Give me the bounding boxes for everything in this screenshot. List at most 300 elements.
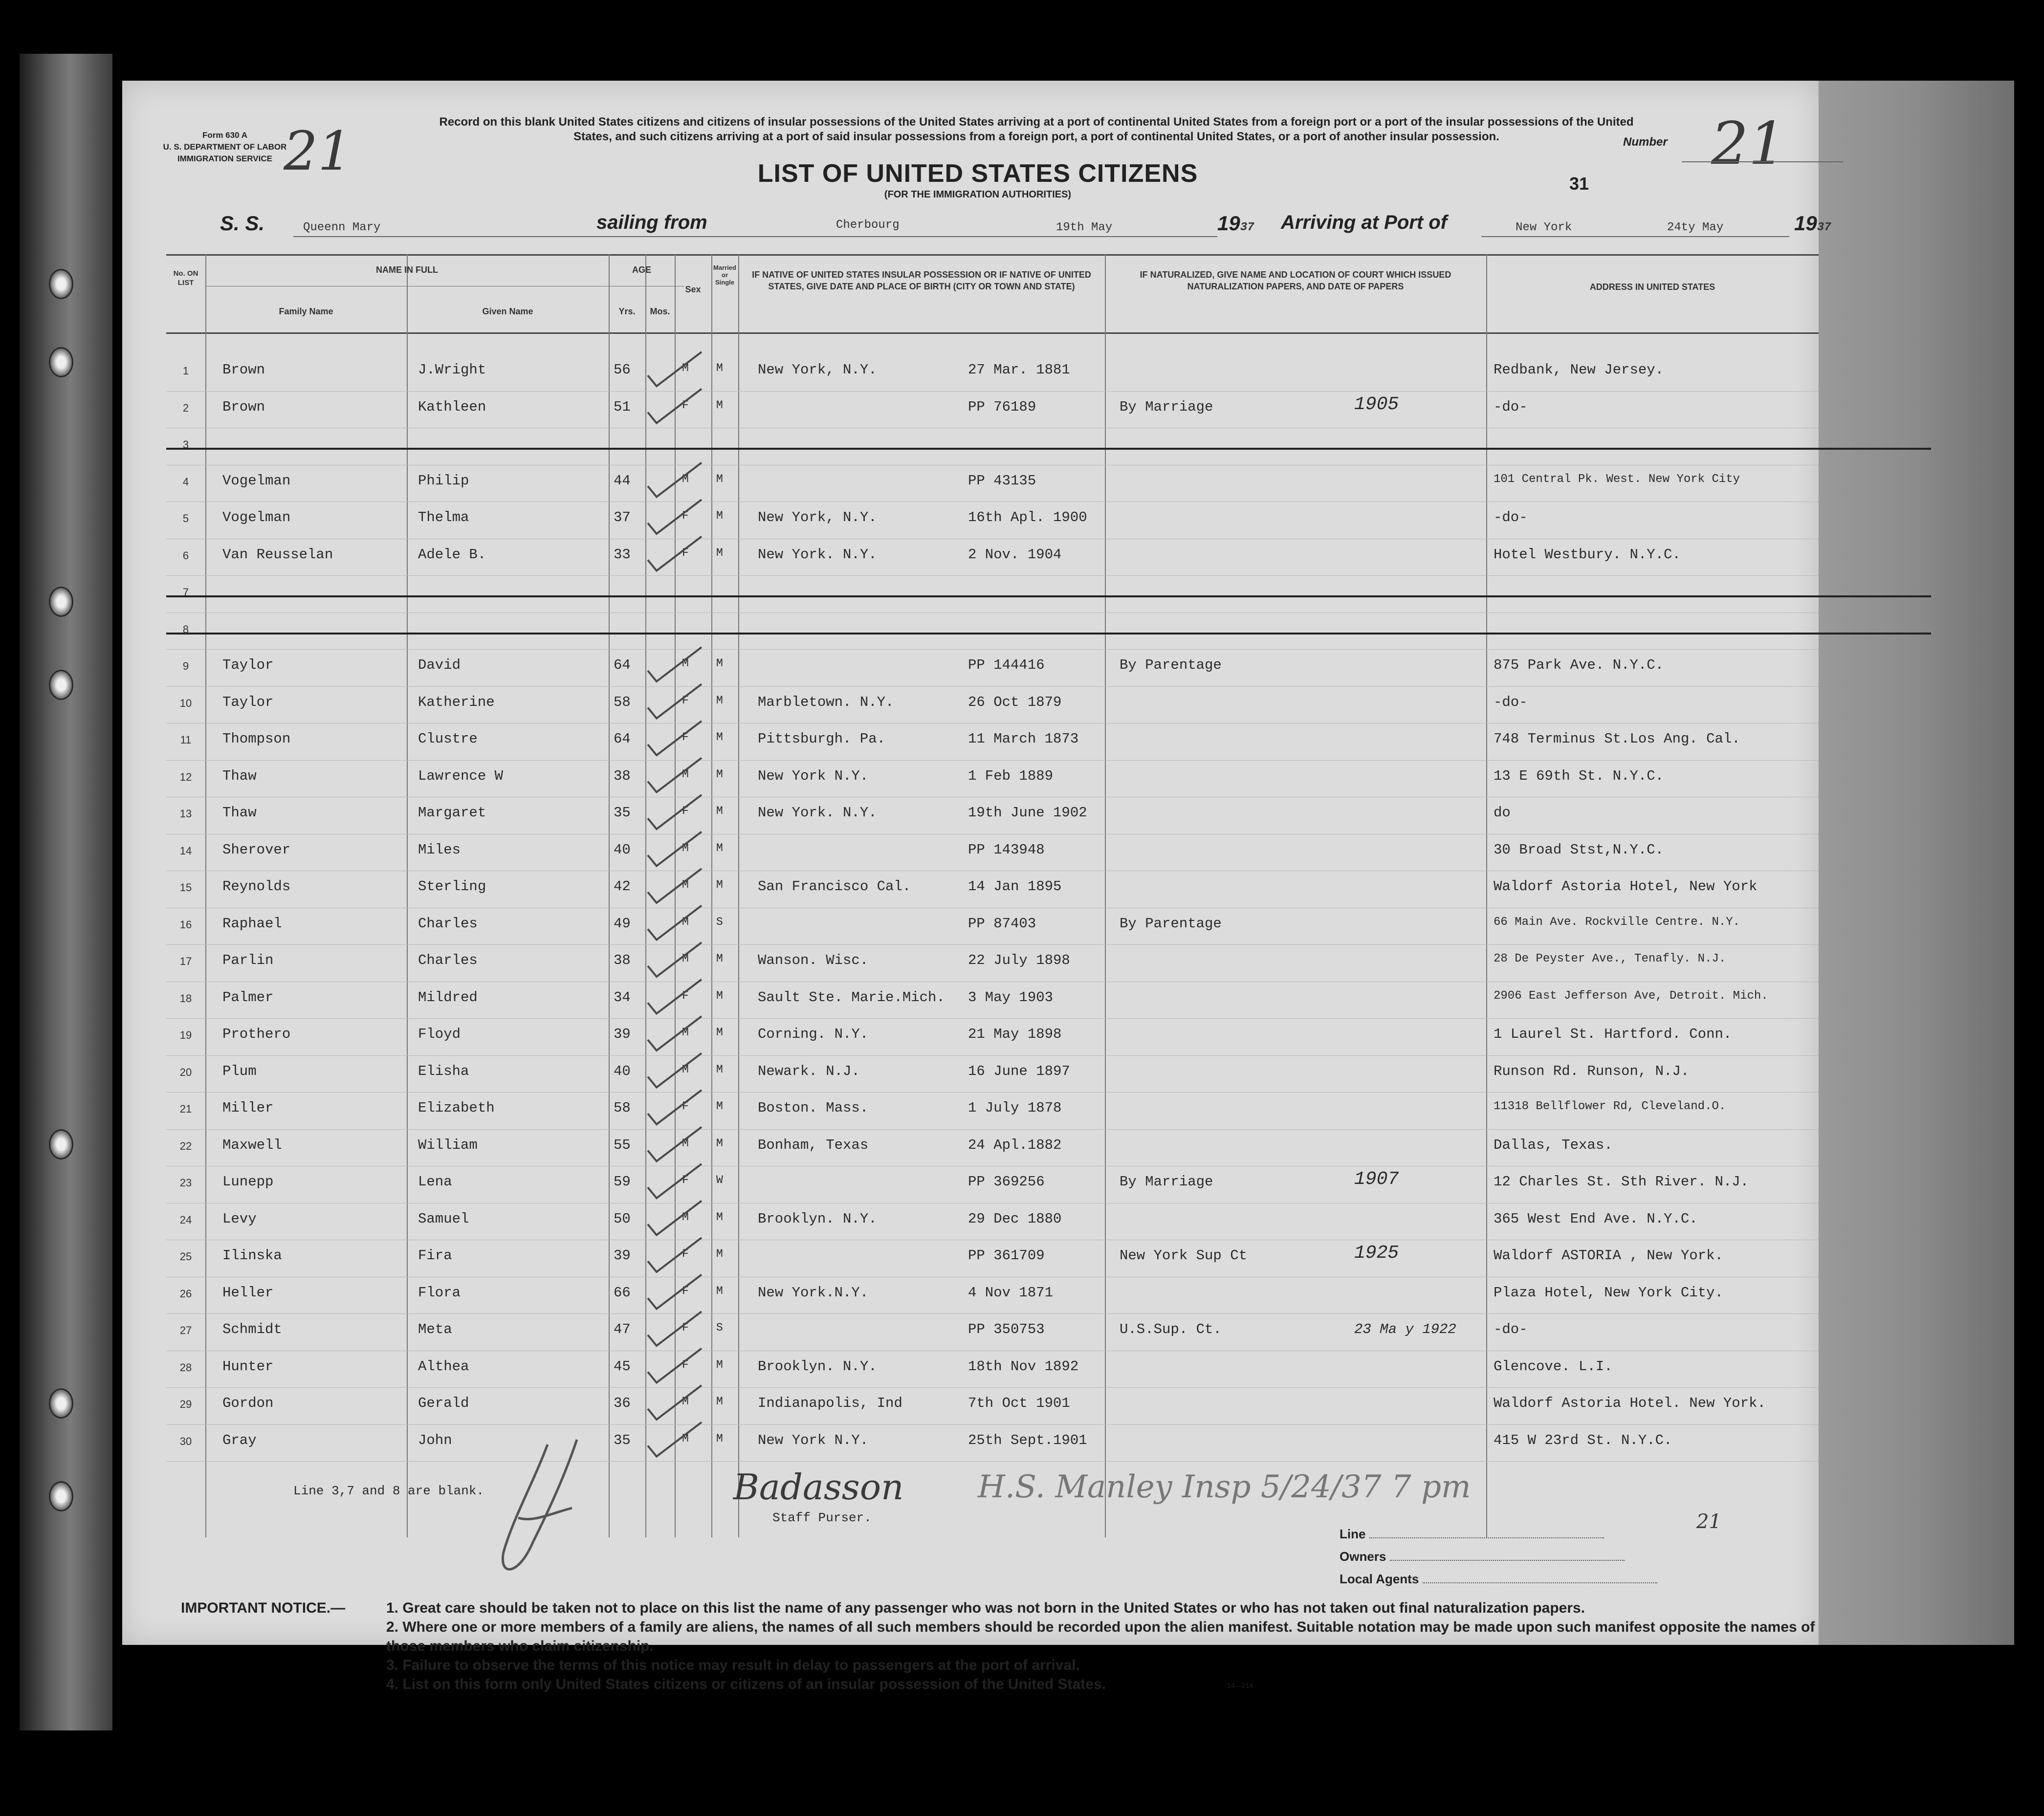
cell-address: -do-: [1494, 694, 1528, 710]
cell-age: 58: [614, 1100, 631, 1116]
cell-given: William: [418, 1137, 478, 1153]
cell-date: 1 July 1878: [968, 1100, 1062, 1116]
cell-age: 50: [614, 1210, 631, 1227]
sailing-underline: [709, 236, 1217, 237]
cell-date: 29 Dec 1880: [968, 1210, 1062, 1227]
cell-place: New York, N.Y.: [758, 509, 877, 525]
cell-address: Waldorf ASTORIA , New York.: [1494, 1247, 1723, 1264]
cell-given: Katherine: [418, 694, 495, 710]
cell-ms: M: [716, 952, 723, 965]
cell-date: 14 Jan 1895: [968, 878, 1062, 895]
cell-age: 64: [614, 731, 631, 747]
cell-date: 19th June 1902: [968, 805, 1087, 821]
cell-given: Lawrence W: [418, 767, 504, 784]
cell-age: 33: [614, 546, 631, 563]
check-mark: [648, 1312, 702, 1346]
cell-no: 13: [179, 808, 192, 820]
departure-year: [1217, 212, 1254, 235]
punch-hole: [49, 1129, 73, 1160]
cell-ms: M: [716, 362, 723, 374]
cell-no: 22: [179, 1139, 192, 1152]
cell-sex: F: [682, 1321, 689, 1334]
cell-no: 8: [182, 623, 189, 635]
cell-no: 23: [179, 1177, 192, 1189]
cell-age: 39: [614, 1026, 631, 1042]
cell-family: Thaw: [222, 805, 257, 821]
cell-nat-date: 23 Ma y 1922: [1354, 1321, 1456, 1337]
notice-item: 1. Great care should be taken not to place on this list the name of any passenger who was not born in the United States or who has not taken out final naturalization papers.: [386, 1600, 1585, 1616]
inspector-annotation: H.S. Manley Insp 5/24/37 7 pm: [978, 1469, 1471, 1505]
cell-place: Indianapolis, Ind: [758, 1395, 902, 1411]
cell-given: Charles: [418, 915, 478, 932]
cell-place: Sault Ste. Marie.Mich.: [758, 989, 945, 1006]
cell-address: do: [1494, 805, 1511, 821]
cell-given: Flora: [418, 1284, 461, 1301]
cell-place: San Francisco Cal.: [758, 878, 911, 895]
notice-list: [386, 1598, 1819, 1694]
cell-given: Clustre: [418, 731, 478, 747]
cell-date: 3 May 1903: [968, 989, 1054, 1006]
cell-date: 27 Mar. 1881: [968, 362, 1070, 378]
cell-family: Lunepp: [222, 1174, 274, 1190]
arrival-year-value: 37: [1817, 221, 1831, 234]
notice-item: 4. List on this form only United States citizens or citizens of an insular possession of the United States.: [386, 1676, 1106, 1692]
ship-name: Queenn Mary: [303, 221, 381, 234]
punch-hole: [49, 1481, 73, 1511]
cell-no: 6: [182, 549, 189, 562]
cell-sex: F: [682, 509, 689, 522]
cell-age: 66: [614, 1284, 631, 1301]
cell-date: PP 350753: [968, 1321, 1045, 1337]
cell-address: 11318 Bellflower Rd, Cleveland.O.: [1494, 1100, 1726, 1113]
cell-sex: F: [682, 694, 689, 707]
cell-date: 22 July 1898: [968, 952, 1070, 968]
cell-given: John: [418, 1432, 452, 1448]
notice-item: 2. Where one or more members of a family are aliens, the names of all such members should be recorded upon the alien manifest. Suitable notation may be made upon such manifest opposite the names of those members who claim citizenship.: [386, 1619, 1815, 1654]
cell-no: 11: [180, 734, 192, 746]
cell-ms: M: [716, 878, 723, 891]
check-mark: [648, 1422, 702, 1457]
ship-underline: [293, 236, 709, 237]
header-no-on-list: No. ON LIST: [173, 269, 198, 287]
department-name: U. S. DEPARTMENT OF LABOR: [163, 142, 287, 152]
book-spine: [1819, 81, 2014, 1645]
cell-family: Taylor: [222, 657, 274, 673]
cell-no: 4: [182, 475, 189, 488]
departure-year-prefix: 19: [1217, 212, 1240, 235]
cell-sex: F: [682, 1247, 689, 1260]
punch-hole: [49, 670, 73, 700]
cell-no: 3: [182, 438, 189, 451]
cell-place: New York. N.Y.: [758, 546, 877, 563]
agents-block: [1340, 1523, 1657, 1590]
cell-family: Plum: [222, 1063, 257, 1079]
sailing-from-label: sailing from: [596, 212, 707, 233]
punch-hole: [49, 347, 73, 377]
cell-age: 45: [614, 1358, 631, 1375]
cell-family: Brown: [222, 362, 265, 378]
cell-given: Elisha: [418, 1063, 469, 1079]
cell-age: 37: [614, 509, 631, 525]
print-code: 14—214: [1227, 1682, 1253, 1689]
cell-age: 42: [614, 878, 631, 895]
page-subtitle: (FOR THE IMMIGRATION AUTHORITIES): [884, 189, 1072, 200]
cell-family: Thaw: [222, 767, 257, 784]
check-mark: [648, 463, 702, 497]
line-label: Line: [1340, 1527, 1366, 1541]
page-title: LIST OF UNITED STATES CITIZENS: [757, 159, 1198, 188]
cell-place: Marbletown. N.Y.: [758, 694, 894, 710]
cell-ms: M: [716, 989, 723, 1002]
cell-no: 10: [179, 697, 192, 709]
cell-given: Floyd: [418, 1026, 461, 1042]
cell-date: 26 Oct 1879: [968, 694, 1062, 710]
check-mark: [648, 1016, 702, 1050]
cell-ms: M: [716, 509, 723, 522]
cell-address: 66 Main Ave. Rockville Centre. N.Y.: [1494, 915, 1740, 929]
cell-ms: M: [716, 1210, 723, 1224]
check-mark: [648, 500, 702, 534]
cell-sex: F: [682, 805, 689, 817]
form-instructions: Record on this blank United States citizens and citizens of insular possessions of the United States arriving at a port of continental United States from a foreign port or a port of the insular possessions of the United States, and such citizens arriving at a port of said insular possessions from a foreign port, a port of continental United States, or a port of another insular possession.: [439, 115, 1634, 143]
header-naturalized: IF NATURALIZED, GIVE NAME AND LOCATION OF COURT WHICH ISSUED NATURALIZATION PAPERS, AND DATE OF PAPERS: [1140, 270, 1451, 291]
cell-ms: M: [716, 1137, 723, 1150]
cell-no: 17: [179, 955, 192, 967]
check-mark: [648, 537, 702, 571]
cell-sex: M: [682, 1026, 689, 1039]
cell-ms: M: [716, 1358, 723, 1371]
check-mark: [648, 352, 702, 386]
cell-sex: M: [682, 362, 689, 374]
cell-given: Althea: [418, 1358, 469, 1375]
cell-sex: M: [682, 1063, 689, 1076]
cell-age: 47: [614, 1321, 631, 1337]
cell-family: Miller: [222, 1100, 274, 1116]
cell-family: Gray: [222, 1432, 257, 1448]
cell-sex: M: [682, 1432, 689, 1445]
cell-place: New York N.Y.: [758, 767, 869, 784]
cell-age: 49: [614, 915, 631, 932]
cell-given: Lena: [418, 1174, 452, 1190]
cell-nat-date: 1905: [1354, 394, 1399, 415]
departure-date: 19th May: [1056, 221, 1113, 234]
header-address: ADDRESS IN UNITED STATES: [1589, 282, 1715, 292]
cell-age: 58: [614, 694, 631, 710]
cell-no: 28: [179, 1361, 192, 1374]
header-name-in-full: NAME IN FULL: [376, 265, 438, 275]
header-given-name: Given Name: [482, 306, 533, 316]
cell-date: PP 144416: [968, 657, 1045, 673]
cell-family: Maxwell: [222, 1137, 282, 1153]
cell-age: 51: [614, 398, 631, 415]
cell-sex: F: [682, 398, 689, 412]
cell-date: 16 June 1897: [968, 1063, 1070, 1079]
cell-ms: M: [716, 1247, 723, 1260]
cell-family: Ilinska: [222, 1247, 282, 1264]
cell-address: 748 Terminus St.Los Ang. Cal.: [1494, 731, 1740, 747]
cell-address: 13 E 69th St. N.Y.C.: [1494, 767, 1664, 784]
cell-given: Adele B.: [418, 546, 486, 563]
cell-family: Gordon: [222, 1395, 274, 1411]
service-name: IMMIGRATION SERVICE: [177, 154, 272, 163]
cell-no: 20: [179, 1066, 192, 1078]
cell-family: Palmer: [222, 989, 274, 1006]
form-number: Form 630 A: [202, 131, 247, 140]
cell-no: 26: [179, 1287, 192, 1300]
cell-nat: By Parentage: [1120, 915, 1222, 932]
cell-date: 4 Nov 1871: [968, 1284, 1054, 1301]
cell-sex: M: [682, 878, 689, 891]
cell-date: 11 March 1873: [968, 731, 1079, 747]
cell-age: 34: [614, 989, 631, 1006]
cell-sex: F: [682, 1358, 689, 1371]
voyage-line: [220, 212, 264, 235]
cell-age: 59: [614, 1174, 631, 1190]
cell-sex: F: [682, 1100, 689, 1113]
cell-address: Redbank, New Jersey.: [1494, 362, 1664, 378]
page-mark: 21: [1696, 1510, 1721, 1533]
cell-address: Runson Rd. Runson, N.J.: [1494, 1063, 1690, 1079]
cell-nat: By Marriage: [1120, 1174, 1213, 1190]
cell-sex: F: [682, 989, 689, 1002]
important-notice: [181, 1598, 1819, 1694]
cell-no: 29: [179, 1398, 192, 1410]
cell-given: Gerald: [418, 1395, 469, 1411]
cell-place: Wanson. Wisc.: [758, 952, 869, 968]
purser-signature: Badasson: [733, 1466, 904, 1508]
check-mark: [648, 758, 702, 792]
check-mark: [648, 684, 702, 719]
cell-given: Mildred: [418, 989, 478, 1006]
header-sex: Sex: [685, 284, 701, 294]
cell-given: Samuel: [418, 1210, 469, 1227]
cell-date: PP 361709: [968, 1247, 1045, 1264]
cell-family: Van Reusselan: [222, 546, 333, 563]
cell-no: 12: [179, 770, 192, 783]
arrival-port: New York: [1516, 221, 1572, 234]
cell-ms: W: [716, 1174, 723, 1186]
cell-ms: M: [716, 841, 723, 854]
cell-ms: M: [716, 731, 723, 744]
cell-no: 30: [179, 1435, 192, 1447]
arrival-year-prefix: 19: [1794, 212, 1817, 235]
cell-place: Pittsburgh. Pa.: [758, 731, 886, 747]
header-birth: IF NATIVE OF UNITED STATES INSULAR POSSESSION OR IF NATIVE OF UNITED STATES, GIVE DATE AND PLACE OF BIRTH (CITY OR TOWN AND STATE): [752, 270, 1091, 291]
cell-sex: F: [682, 1174, 689, 1186]
cell-nat: By Marriage: [1120, 398, 1213, 415]
cell-sex: F: [682, 731, 689, 744]
cell-place: New York N.Y.: [758, 1432, 869, 1448]
cell-date: PP 43135: [968, 472, 1036, 489]
cell-place: Brooklyn. N.Y.: [758, 1358, 877, 1375]
cell-address: Glencove. L.I.: [1494, 1358, 1613, 1375]
cell-address: 28 De Peyster Ave., Tenafly. N.J.: [1494, 952, 1726, 965]
cell-date: PP 87403: [968, 915, 1036, 932]
cell-date: 18th Nov 1892: [968, 1358, 1079, 1375]
cell-family: Taylor: [222, 694, 274, 710]
cell-no: 5: [182, 512, 189, 525]
sheet-number: 31: [1569, 174, 1589, 194]
cell-address: 2906 East Jefferson Ave, Detroit. Mich.: [1494, 989, 1768, 1003]
cell-given: Margaret: [418, 805, 486, 821]
cell-place: Bonham, Texas: [758, 1137, 869, 1153]
cell-sex: M: [682, 472, 689, 485]
cell-sex: F: [682, 546, 689, 559]
cell-no: 18: [179, 992, 192, 1005]
cell-family: Hunter: [222, 1358, 274, 1375]
cell-ms: S: [716, 915, 723, 928]
form-identifier: [152, 130, 298, 165]
cell-family: Vogelman: [222, 509, 291, 525]
cell-date: 24 Apl.1882: [968, 1137, 1062, 1153]
cell-no: 2: [182, 401, 189, 414]
cell-address: -do-: [1494, 398, 1528, 415]
header-married-single: Married or Single: [713, 264, 736, 286]
cell-place: New York. N.Y.: [758, 805, 877, 821]
cell-ms: M: [716, 1100, 723, 1113]
cell-family: Schmidt: [222, 1321, 282, 1337]
cell-family: Vogelman: [222, 472, 291, 489]
cell-family: Heller: [222, 1284, 274, 1301]
ss-label: S. S.: [220, 212, 265, 235]
header-age: AGE: [632, 265, 651, 275]
cell-age: 40: [614, 1063, 631, 1079]
cell-ms: M: [716, 472, 723, 485]
cell-address: 30 Broad Stst,N.Y.C.: [1494, 841, 1664, 858]
cell-age: 39: [614, 1247, 631, 1264]
cell-given: J.Wright: [418, 362, 486, 378]
manifest-sheet: [122, 81, 1831, 1692]
check-mark: [648, 389, 702, 423]
local-agents-label: Local Agents: [1340, 1572, 1419, 1586]
cell-address: 875 Park Ave. N.Y.C.: [1494, 657, 1664, 673]
cell-date: 1 Feb 1889: [968, 767, 1054, 784]
cell-no: 14: [179, 844, 192, 857]
cell-no: 24: [179, 1213, 192, 1226]
cell-address: Hotel Westbury. N.Y.C.: [1494, 546, 1681, 563]
cell-sex: M: [682, 1137, 689, 1150]
list-number-handwritten: 21: [1711, 110, 1786, 178]
cell-no: 25: [179, 1250, 192, 1263]
check-mark: [648, 647, 702, 681]
check-mark: [648, 906, 702, 940]
cell-sex: F: [682, 1284, 689, 1297]
cell-address: -do-: [1494, 1321, 1528, 1337]
cell-family: Reynolds: [222, 878, 291, 895]
cell-place: Brooklyn. N.Y.: [758, 1210, 877, 1227]
cell-family: Levy: [222, 1210, 257, 1227]
cell-address: 1 Laurel St. Hartford. Conn.: [1494, 1026, 1732, 1042]
cell-address: Plaza Hotel, New York City.: [1494, 1284, 1723, 1301]
passenger-table: [166, 254, 1819, 1537]
arrival-date: 24ty May: [1667, 221, 1724, 234]
cell-nat: New York Sup Ct: [1120, 1247, 1248, 1264]
cell-given: Elizabeth: [418, 1100, 495, 1116]
cell-ms: M: [716, 694, 723, 707]
cell-address: -do-: [1494, 509, 1528, 525]
cell-ms: M: [716, 398, 723, 412]
check-mark: [648, 1349, 702, 1383]
cell-age: 44: [614, 472, 631, 489]
cell-address: 12 Charles St. Sth River. N.J.: [1494, 1174, 1749, 1190]
cell-no: 1: [182, 365, 189, 377]
cell-nat-date: 1925: [1354, 1243, 1399, 1264]
cell-address: Waldorf Astoria Hotel. New York.: [1494, 1395, 1766, 1411]
cell-date: 7th Oct 1901: [968, 1395, 1070, 1411]
cell-ms: M: [716, 546, 723, 559]
cell-given: Fira: [418, 1247, 452, 1264]
cell-given: David: [418, 657, 461, 673]
cell-place: Boston. Mass.: [758, 1100, 869, 1116]
cell-ms: M: [716, 1063, 723, 1076]
check-mark: [648, 1238, 702, 1272]
cell-sex: M: [682, 952, 689, 965]
cell-address: 365 West End Ave. N.Y.C.: [1494, 1210, 1698, 1227]
cell-address: Waldorf Astoria Hotel, New York: [1494, 878, 1758, 895]
cell-sex: M: [682, 1210, 689, 1224]
check-mark: [648, 832, 702, 866]
cell-ms: M: [716, 1432, 723, 1445]
check-mark: [648, 1090, 702, 1124]
cell-date: PP 76189: [968, 398, 1036, 415]
notice-item: 3. Failure to observe the terms of this notice may result in delay to passengers at the port of arrival.: [386, 1657, 1080, 1673]
check-mark: [648, 721, 702, 755]
number-underline: [1682, 161, 1843, 162]
check-mark: [648, 869, 702, 903]
cell-date: 25th Sept.1901: [968, 1432, 1087, 1448]
departure-port: Cherbourg: [836, 219, 900, 232]
cell-sex: M: [682, 657, 689, 670]
header-family-name: Family Name: [279, 306, 333, 316]
cell-ms: M: [716, 1026, 723, 1039]
cell-address: 415 W 23rd St. N.Y.C.: [1494, 1432, 1672, 1448]
cell-date: PP 369256: [968, 1174, 1045, 1190]
check-marks: [166, 254, 1819, 1537]
check-mark: [648, 1164, 702, 1198]
punch-hole: [49, 587, 73, 617]
cell-given: Thelma: [418, 509, 469, 525]
cell-sex: M: [682, 841, 689, 854]
cell-age: 35: [614, 805, 631, 821]
check-mark: [648, 1275, 702, 1309]
punch-hole: [49, 1388, 73, 1419]
cell-sex: M: [682, 1395, 689, 1408]
cell-nat: U.S.Sup. Ct.: [1120, 1321, 1222, 1337]
cell-address: Dallas, Texas.: [1494, 1137, 1613, 1153]
cell-sex: M: [682, 915, 689, 928]
arrival-underline: [1481, 236, 1789, 237]
cell-given: Kathleen: [418, 398, 486, 415]
cell-no: 15: [179, 881, 192, 894]
cell-age: 35: [614, 1432, 631, 1448]
cell-date: 2 Nov. 1904: [968, 546, 1062, 563]
cell-family: Raphael: [222, 915, 282, 932]
cell-date: 16th Apl. 1900: [968, 509, 1087, 525]
cell-nat-date: 1907: [1354, 1169, 1399, 1190]
cell-family: Thompson: [222, 731, 291, 747]
purser-title: Staff Purser.: [772, 1510, 872, 1525]
arriving-label: Arriving at Port of: [1281, 212, 1448, 233]
cell-family: Prothero: [222, 1026, 291, 1042]
cell-age: 38: [614, 952, 631, 968]
owners-label: Owners: [1340, 1549, 1386, 1564]
cell-no: 27: [179, 1324, 192, 1336]
header-months: Mos.: [650, 306, 670, 316]
cell-no: 21: [179, 1103, 192, 1115]
cell-no: 7: [182, 586, 189, 598]
cell-given: Miles: [418, 841, 461, 858]
cell-family: Parlin: [222, 952, 274, 968]
